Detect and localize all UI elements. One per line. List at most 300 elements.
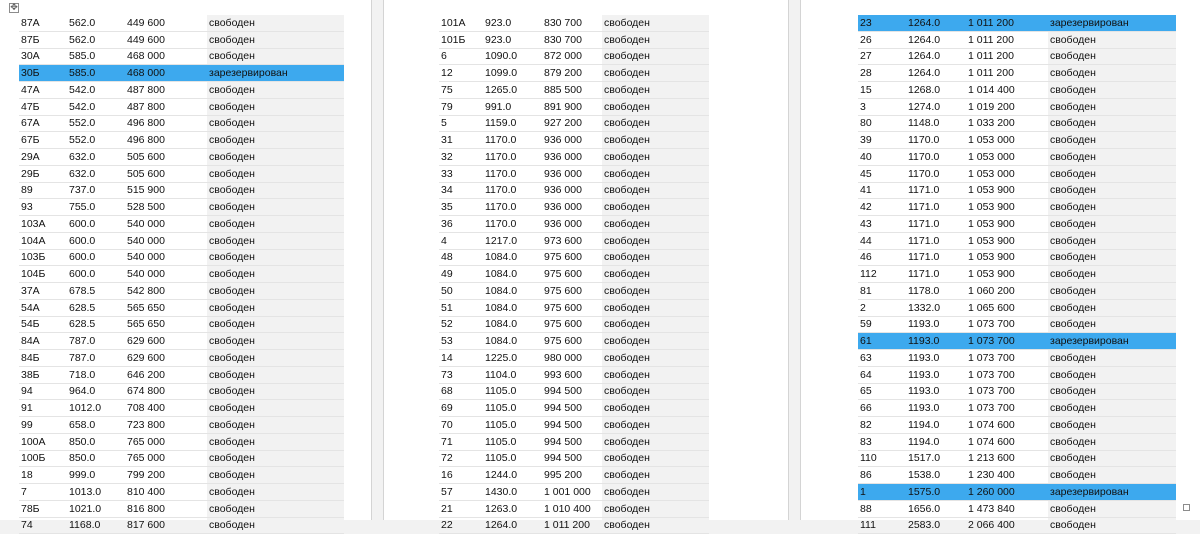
- table-row[interactable]: [19, 232, 344, 249]
- area-cell[interactable]: 562.0: [67, 15, 125, 31]
- apartment-number-cell[interactable]: 84А: [19, 333, 67, 350]
- apartment-number-cell[interactable]: 65: [858, 383, 906, 400]
- area-cell[interactable]: 1170.0: [483, 199, 542, 216]
- status-cell[interactable]: свободен: [207, 467, 344, 484]
- price-cell[interactable]: 830 700: [542, 31, 602, 48]
- area-cell[interactable]: 1225.0: [483, 350, 542, 367]
- status-cell[interactable]: свободен: [602, 283, 709, 300]
- price-cell[interactable]: 1 230 400: [966, 467, 1048, 484]
- status-cell[interactable]: свободен: [207, 299, 344, 316]
- table-row[interactable]: [439, 48, 709, 65]
- table-row[interactable]: [439, 450, 709, 467]
- apartment-number-cell[interactable]: 61: [858, 333, 906, 350]
- status-cell[interactable]: свободен: [207, 199, 344, 216]
- table-row[interactable]: [19, 484, 344, 501]
- price-cell[interactable]: 708 400: [125, 400, 207, 417]
- status-cell[interactable]: свободен: [602, 366, 709, 383]
- table-row[interactable]: [439, 232, 709, 249]
- apartment-number-cell[interactable]: 30А: [19, 48, 67, 65]
- status-cell[interactable]: свободен: [207, 216, 344, 233]
- table-row[interactable]: [858, 500, 1176, 517]
- status-cell[interactable]: свободен: [207, 31, 344, 48]
- table-row[interactable]: [858, 433, 1176, 450]
- apartment-number-cell[interactable]: 84Б: [19, 350, 67, 367]
- apartment-number-cell[interactable]: 38Б: [19, 366, 67, 383]
- area-cell[interactable]: 1084.0: [483, 283, 542, 300]
- status-cell[interactable]: свободен: [207, 484, 344, 501]
- price-cell[interactable]: 1 213 600: [966, 450, 1048, 467]
- area-cell[interactable]: 1105.0: [483, 400, 542, 417]
- status-cell[interactable]: свободен: [602, 82, 709, 99]
- apartment-number-cell[interactable]: 23: [858, 15, 906, 31]
- table-row[interactable]: [19, 216, 344, 233]
- apartment-number-cell[interactable]: 54Б: [19, 316, 67, 333]
- table-row[interactable]: [439, 15, 709, 31]
- apartment-number-cell[interactable]: 4: [439, 232, 483, 249]
- area-cell[interactable]: 1084.0: [483, 316, 542, 333]
- status-cell[interactable]: свободен: [1048, 383, 1176, 400]
- apartment-number-cell[interactable]: 32: [439, 149, 483, 166]
- apartment-number-cell[interactable]: 49: [439, 266, 483, 283]
- apartment-number-cell[interactable]: 39: [858, 132, 906, 149]
- apartment-number-cell[interactable]: 71: [439, 433, 483, 450]
- apartment-number-cell[interactable]: 83: [858, 433, 906, 450]
- price-cell[interactable]: 505 600: [125, 165, 207, 182]
- price-cell[interactable]: 1 053 000: [966, 165, 1048, 182]
- status-cell[interactable]: свободен: [1048, 149, 1176, 166]
- status-cell[interactable]: свободен: [602, 232, 709, 249]
- area-cell[interactable]: 1099.0: [483, 65, 542, 82]
- area-cell[interactable]: 737.0: [67, 182, 125, 199]
- status-cell[interactable]: свободен: [1048, 216, 1176, 233]
- status-cell[interactable]: свободен: [602, 31, 709, 48]
- price-cell[interactable]: 1 033 200: [966, 115, 1048, 132]
- area-cell[interactable]: 1193.0: [906, 316, 966, 333]
- table-row[interactable]: [19, 31, 344, 48]
- table-row[interactable]: [19, 115, 344, 132]
- table-row[interactable]: [19, 15, 344, 31]
- area-cell[interactable]: 850.0: [67, 433, 125, 450]
- price-cell[interactable]: 1 001 000: [542, 484, 602, 501]
- status-cell[interactable]: свободен: [1048, 266, 1176, 283]
- status-cell[interactable]: свободен: [602, 199, 709, 216]
- area-cell[interactable]: 1264.0: [906, 48, 966, 65]
- price-cell[interactable]: 975 600: [542, 299, 602, 316]
- table-row[interactable]: [19, 383, 344, 400]
- status-cell[interactable]: свободен: [1048, 82, 1176, 99]
- status-cell[interactable]: свободен: [1048, 467, 1176, 484]
- apartment-number-cell[interactable]: 46: [858, 249, 906, 266]
- table-row[interactable]: [19, 199, 344, 216]
- table-row[interactable]: [858, 216, 1176, 233]
- apartment-number-cell[interactable]: 87А: [19, 15, 67, 31]
- area-cell[interactable]: 1193.0: [906, 400, 966, 417]
- area-cell[interactable]: 562.0: [67, 31, 125, 48]
- status-cell[interactable]: свободен: [602, 450, 709, 467]
- area-cell[interactable]: 1170.0: [483, 132, 542, 149]
- status-cell[interactable]: свободен: [1048, 48, 1176, 65]
- status-cell[interactable]: свободен: [1048, 132, 1176, 149]
- table-row[interactable]: [19, 433, 344, 450]
- apartment-number-cell[interactable]: 53: [439, 333, 483, 350]
- table-row[interactable]: [858, 383, 1176, 400]
- area-cell[interactable]: 1171.0: [906, 232, 966, 249]
- status-cell[interactable]: свободен: [602, 266, 709, 283]
- table-row[interactable]: [439, 299, 709, 316]
- status-cell[interactable]: свободен: [602, 216, 709, 233]
- status-cell[interactable]: свободен: [602, 350, 709, 367]
- status-cell[interactable]: свободен: [1048, 182, 1176, 199]
- apartment-number-cell[interactable]: 64: [858, 366, 906, 383]
- table-row[interactable]: [19, 366, 344, 383]
- area-cell[interactable]: 755.0: [67, 199, 125, 216]
- table-row[interactable]: [439, 65, 709, 82]
- table-row[interactable]: [439, 115, 709, 132]
- status-cell[interactable]: свободен: [207, 115, 344, 132]
- status-cell[interactable]: свободен: [602, 115, 709, 132]
- area-cell[interactable]: 632.0: [67, 149, 125, 166]
- status-cell[interactable]: свободен: [207, 283, 344, 300]
- table-row[interactable]: [19, 165, 344, 182]
- apartment-number-cell[interactable]: 18: [19, 467, 67, 484]
- price-cell[interactable]: 723 800: [125, 417, 207, 434]
- area-cell[interactable]: 1021.0: [67, 500, 125, 517]
- status-cell[interactable]: свободен: [602, 98, 709, 115]
- price-cell[interactable]: 975 600: [542, 333, 602, 350]
- area-cell[interactable]: 1194.0: [906, 433, 966, 450]
- table-row[interactable]: [858, 450, 1176, 467]
- status-cell[interactable]: свободен: [602, 400, 709, 417]
- status-cell[interactable]: свободен: [207, 350, 344, 367]
- area-cell[interactable]: 1171.0: [906, 216, 966, 233]
- area-cell[interactable]: 999.0: [67, 467, 125, 484]
- price-cell[interactable]: 1 011 200: [542, 517, 602, 534]
- status-cell[interactable]: свободен: [1048, 500, 1176, 517]
- price-cell[interactable]: 973 600: [542, 232, 602, 249]
- area-cell[interactable]: 1656.0: [906, 500, 966, 517]
- table-row[interactable]: [439, 249, 709, 266]
- apartment-number-cell[interactable]: 103Б: [19, 249, 67, 266]
- status-cell[interactable]: зарезервирован: [1048, 15, 1176, 31]
- apartment-number-cell[interactable]: 33: [439, 165, 483, 182]
- area-cell[interactable]: 658.0: [67, 417, 125, 434]
- price-cell[interactable]: 1 053 900: [966, 232, 1048, 249]
- apartment-number-cell[interactable]: 3: [858, 98, 906, 115]
- table-row[interactable]: [858, 82, 1176, 99]
- price-cell[interactable]: 936 000: [542, 132, 602, 149]
- area-cell[interactable]: 850.0: [67, 450, 125, 467]
- apartment-number-cell[interactable]: 26: [858, 31, 906, 48]
- table-row[interactable]: [19, 467, 344, 484]
- apartment-number-cell[interactable]: 70: [439, 417, 483, 434]
- apartment-number-cell[interactable]: 67А: [19, 115, 67, 132]
- price-cell[interactable]: 1 073 700: [966, 333, 1048, 350]
- area-cell[interactable]: 923.0: [483, 15, 542, 31]
- price-cell[interactable]: 449 600: [125, 31, 207, 48]
- status-cell[interactable]: свободен: [207, 82, 344, 99]
- area-cell[interactable]: 1193.0: [906, 383, 966, 400]
- table-row[interactable]: [19, 400, 344, 417]
- price-cell[interactable]: 542 800: [125, 283, 207, 300]
- apartment-number-cell[interactable]: 91: [19, 400, 67, 417]
- status-cell[interactable]: свободен: [207, 149, 344, 166]
- table-row[interactable]: [858, 48, 1176, 65]
- table-row[interactable]: [439, 333, 709, 350]
- price-cell[interactable]: 1 053 900: [966, 182, 1048, 199]
- price-cell[interactable]: 1 053 000: [966, 149, 1048, 166]
- apartment-number-cell[interactable]: 29А: [19, 149, 67, 166]
- area-cell[interactable]: 1264.0: [906, 15, 966, 31]
- apartment-number-cell[interactable]: 89: [19, 182, 67, 199]
- apartment-number-cell[interactable]: 57: [439, 484, 483, 501]
- price-cell[interactable]: 565 650: [125, 316, 207, 333]
- area-cell[interactable]: 1090.0: [483, 48, 542, 65]
- area-cell[interactable]: 1268.0: [906, 82, 966, 99]
- area-cell[interactable]: 718.0: [67, 366, 125, 383]
- status-cell[interactable]: свободен: [207, 333, 344, 350]
- status-cell[interactable]: свободен: [602, 316, 709, 333]
- table-row[interactable]: [858, 283, 1176, 300]
- apartment-number-cell[interactable]: 82: [858, 417, 906, 434]
- price-cell[interactable]: 1 073 700: [966, 366, 1048, 383]
- status-cell[interactable]: свободен: [207, 517, 344, 534]
- area-cell[interactable]: 1178.0: [906, 283, 966, 300]
- price-cell[interactable]: 975 600: [542, 283, 602, 300]
- table-row[interactable]: [19, 350, 344, 367]
- table-row[interactable]: [858, 182, 1176, 199]
- area-cell[interactable]: 1170.0: [906, 132, 966, 149]
- area-cell[interactable]: 1332.0: [906, 299, 966, 316]
- area-cell[interactable]: 787.0: [67, 333, 125, 350]
- table-row[interactable]: [439, 417, 709, 434]
- price-cell[interactable]: 515 900: [125, 182, 207, 199]
- price-cell[interactable]: 528 500: [125, 199, 207, 216]
- price-cell[interactable]: 1 060 200: [966, 283, 1048, 300]
- apartment-number-cell[interactable]: 14: [439, 350, 483, 367]
- status-cell[interactable]: свободен: [602, 132, 709, 149]
- price-cell[interactable]: 1 073 700: [966, 350, 1048, 367]
- table-row[interactable]: [19, 48, 344, 65]
- status-cell[interactable]: свободен: [1048, 417, 1176, 434]
- area-cell[interactable]: 2583.0: [906, 517, 966, 534]
- area-cell[interactable]: 1193.0: [906, 366, 966, 383]
- area-cell[interactable]: 1171.0: [906, 199, 966, 216]
- table-row[interactable]: [439, 98, 709, 115]
- status-cell[interactable]: свободен: [602, 15, 709, 31]
- status-cell[interactable]: свободен: [602, 299, 709, 316]
- status-cell[interactable]: свободен: [602, 48, 709, 65]
- status-cell[interactable]: свободен: [1048, 400, 1176, 417]
- area-cell[interactable]: 1263.0: [483, 500, 542, 517]
- area-cell[interactable]: 1084.0: [483, 333, 542, 350]
- status-cell[interactable]: свободен: [207, 417, 344, 434]
- apartment-number-cell[interactable]: 66: [858, 400, 906, 417]
- price-cell[interactable]: 830 700: [542, 15, 602, 31]
- apartment-number-cell[interactable]: 50: [439, 283, 483, 300]
- area-cell[interactable]: 1264.0: [906, 65, 966, 82]
- area-cell[interactable]: 1170.0: [906, 165, 966, 182]
- apartment-number-cell[interactable]: 37А: [19, 283, 67, 300]
- table-row[interactable]: [439, 165, 709, 182]
- table-row[interactable]: [439, 266, 709, 283]
- price-cell[interactable]: 936 000: [542, 216, 602, 233]
- table-row[interactable]: [19, 182, 344, 199]
- status-cell[interactable]: свободен: [1048, 517, 1176, 534]
- price-cell[interactable]: 994 500: [542, 450, 602, 467]
- price-cell[interactable]: 629 600: [125, 350, 207, 367]
- apartment-number-cell[interactable]: 75: [439, 82, 483, 99]
- area-cell[interactable]: 1194.0: [906, 417, 966, 434]
- table-resize-handle-icon[interactable]: [1183, 504, 1190, 511]
- status-cell[interactable]: свободен: [207, 433, 344, 450]
- area-cell[interactable]: 1105.0: [483, 450, 542, 467]
- status-cell[interactable]: свободен: [207, 98, 344, 115]
- status-cell[interactable]: свободен: [1048, 65, 1176, 82]
- price-cell[interactable]: 1 073 700: [966, 316, 1048, 333]
- price-cell[interactable]: 1 053 900: [966, 266, 1048, 283]
- area-cell[interactable]: 964.0: [67, 383, 125, 400]
- price-cell[interactable]: 765 000: [125, 450, 207, 467]
- table-row[interactable]: [19, 132, 344, 149]
- status-cell[interactable]: свободен: [1048, 249, 1176, 266]
- area-cell[interactable]: 1170.0: [906, 149, 966, 166]
- table-row[interactable]: [858, 31, 1176, 48]
- table-row[interactable]: [19, 249, 344, 266]
- area-cell[interactable]: 1171.0: [906, 182, 966, 199]
- price-cell[interactable]: 1 053 900: [966, 199, 1048, 216]
- status-cell[interactable]: свободен: [1048, 98, 1176, 115]
- price-cell[interactable]: 487 800: [125, 82, 207, 99]
- table-row[interactable]: [439, 82, 709, 99]
- area-cell[interactable]: 1171.0: [906, 266, 966, 283]
- table-row[interactable]: [439, 433, 709, 450]
- apartment-number-cell[interactable]: 54А: [19, 299, 67, 316]
- area-cell[interactable]: 991.0: [483, 98, 542, 115]
- status-cell[interactable]: свободен: [1048, 232, 1176, 249]
- apartment-number-cell[interactable]: 112: [858, 266, 906, 283]
- price-cell[interactable]: 1 011 200: [966, 15, 1048, 31]
- area-cell[interactable]: 923.0: [483, 31, 542, 48]
- price-cell[interactable]: 496 800: [125, 115, 207, 132]
- status-cell[interactable]: свободен: [207, 366, 344, 383]
- table-row[interactable]: [858, 232, 1176, 249]
- area-cell[interactable]: 1013.0: [67, 484, 125, 501]
- status-cell[interactable]: свободен: [1048, 299, 1176, 316]
- status-cell[interactable]: свободен: [207, 165, 344, 182]
- area-cell[interactable]: 1170.0: [483, 165, 542, 182]
- price-cell[interactable]: 993 600: [542, 366, 602, 383]
- apartment-number-cell[interactable]: 7: [19, 484, 67, 501]
- price-cell[interactable]: 816 800: [125, 500, 207, 517]
- area-cell[interactable]: 600.0: [67, 232, 125, 249]
- status-cell[interactable]: свободен: [602, 383, 709, 400]
- apartment-number-cell[interactable]: 110: [858, 450, 906, 467]
- area-cell[interactable]: 1193.0: [906, 350, 966, 367]
- area-cell[interactable]: 552.0: [67, 115, 125, 132]
- status-cell[interactable]: свободен: [207, 400, 344, 417]
- table-row[interactable]: [439, 149, 709, 166]
- table-move-handle-icon[interactable]: ✥: [10, 3, 18, 13]
- apartment-number-cell[interactable]: 103А: [19, 216, 67, 233]
- table-row[interactable]: [858, 299, 1176, 316]
- apartment-number-cell[interactable]: 79: [439, 98, 483, 115]
- price-cell[interactable]: 817 600: [125, 517, 207, 534]
- price-cell[interactable]: 879 200: [542, 65, 602, 82]
- price-cell[interactable]: 994 500: [542, 383, 602, 400]
- apartment-number-cell[interactable]: 44: [858, 232, 906, 249]
- table-row[interactable]: [439, 132, 709, 149]
- price-cell[interactable]: 1 073 700: [966, 400, 1048, 417]
- area-cell[interactable]: 1264.0: [483, 517, 542, 534]
- price-cell[interactable]: 540 000: [125, 266, 207, 283]
- area-cell[interactable]: 1168.0: [67, 517, 125, 534]
- price-cell[interactable]: 927 200: [542, 115, 602, 132]
- apartment-number-cell[interactable]: 81: [858, 283, 906, 300]
- table-row[interactable]: [19, 500, 344, 517]
- status-cell[interactable]: свободен: [207, 15, 344, 31]
- status-cell[interactable]: свободен: [207, 232, 344, 249]
- table-row[interactable]: [19, 98, 344, 115]
- table-row[interactable]: [439, 350, 709, 367]
- status-cell[interactable]: свободен: [1048, 433, 1176, 450]
- area-cell[interactable]: 1538.0: [906, 467, 966, 484]
- table-row[interactable]: [858, 199, 1176, 216]
- apartment-number-cell[interactable]: 78Б: [19, 500, 67, 517]
- price-cell[interactable]: 980 000: [542, 350, 602, 367]
- table-row[interactable]: [19, 417, 344, 434]
- area-cell[interactable]: 1148.0: [906, 115, 966, 132]
- table-row[interactable]: [439, 484, 709, 501]
- price-cell[interactable]: 1 065 600: [966, 299, 1048, 316]
- price-cell[interactable]: 810 400: [125, 484, 207, 501]
- table-row[interactable]: [858, 333, 1176, 350]
- apartment-number-cell[interactable]: 59: [858, 316, 906, 333]
- price-cell[interactable]: 994 500: [542, 400, 602, 417]
- area-cell[interactable]: 600.0: [67, 216, 125, 233]
- status-cell[interactable]: свободен: [207, 450, 344, 467]
- apartment-number-cell[interactable]: 47Б: [19, 98, 67, 115]
- table-row[interactable]: [19, 266, 344, 283]
- status-cell[interactable]: свободен: [602, 467, 709, 484]
- price-cell[interactable]: 449 600: [125, 15, 207, 31]
- table-row[interactable]: [858, 350, 1176, 367]
- area-cell[interactable]: 552.0: [67, 132, 125, 149]
- apartment-number-cell[interactable]: 6: [439, 48, 483, 65]
- table-row[interactable]: [439, 383, 709, 400]
- table-row[interactable]: [19, 316, 344, 333]
- table-row[interactable]: [858, 366, 1176, 383]
- apartment-number-cell[interactable]: 52: [439, 316, 483, 333]
- apartment-number-cell[interactable]: 48: [439, 249, 483, 266]
- status-cell[interactable]: свободен: [602, 165, 709, 182]
- status-cell[interactable]: свободен: [1048, 165, 1176, 182]
- apartment-number-cell[interactable]: 100Б: [19, 450, 67, 467]
- price-cell[interactable]: 1 010 400: [542, 500, 602, 517]
- apartment-number-cell[interactable]: 16: [439, 467, 483, 484]
- price-cell[interactable]: 2 066 400: [966, 517, 1048, 534]
- apartment-number-cell[interactable]: 36: [439, 216, 483, 233]
- price-cell[interactable]: 674 800: [125, 383, 207, 400]
- status-cell[interactable]: свободен: [602, 149, 709, 166]
- apartment-number-cell[interactable]: 42: [858, 199, 906, 216]
- price-cell[interactable]: 487 800: [125, 98, 207, 115]
- apartment-number-cell[interactable]: 104Б: [19, 266, 67, 283]
- table-row[interactable]: [439, 400, 709, 417]
- price-cell[interactable]: 765 000: [125, 433, 207, 450]
- area-cell[interactable]: 1105.0: [483, 383, 542, 400]
- price-cell[interactable]: 468 000: [125, 48, 207, 65]
- price-cell[interactable]: 565 650: [125, 299, 207, 316]
